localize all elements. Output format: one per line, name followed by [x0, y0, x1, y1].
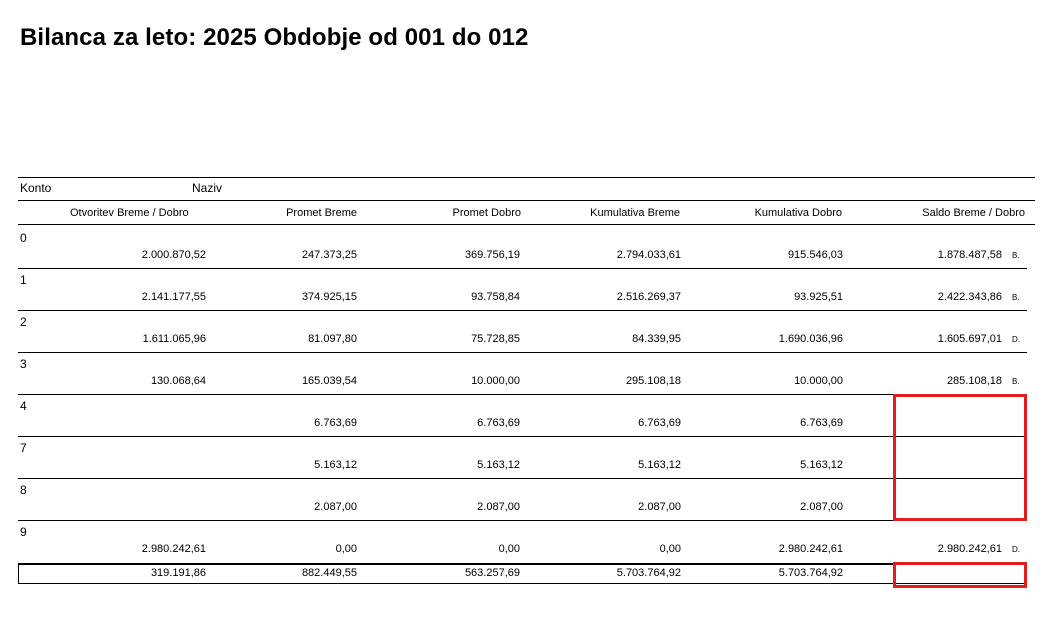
row-divider [18, 394, 1027, 395]
cell-kumulativa-breme: 2.516.269,37 [616, 291, 681, 303]
total-otvoritev: 319.191,86 [150, 567, 206, 579]
cell-kumulativa-breme: 0,00 [659, 543, 681, 555]
page-title: Bilanca za leto: 2025 Obdobje od 001 do 012 [20, 24, 529, 51]
row-divider [18, 520, 1027, 521]
col-header-otvoritev: Otvoritev Breme / Dobro [70, 207, 189, 219]
cell-saldo-flag: B. [1012, 251, 1020, 260]
cell-saldo: 1.878.487,58 [937, 249, 1002, 261]
total-kumulativa-breme: 5.703.764,92 [616, 567, 681, 579]
cell-konto: 0 [20, 231, 27, 245]
header-mid-rule [18, 200, 1035, 201]
cell-konto: 8 [20, 483, 27, 497]
col-header-naziv: Naziv [192, 181, 223, 195]
highlight-box-empty-total-saldo [893, 562, 1027, 588]
row-divider [18, 268, 1027, 269]
cell-otvoritev: 130.068,64 [150, 375, 206, 387]
col-header-promet-breme: Promet Breme [286, 207, 357, 219]
cell-kumulativa-breme: 2.794.033,61 [616, 249, 681, 261]
cell-kumulativa-dobro: 5.163,12 [800, 459, 843, 471]
cell-promet-breme: 5.163,12 [314, 459, 357, 471]
cell-promet-dobro: 5.163,12 [477, 459, 520, 471]
cell-konto: 4 [20, 399, 27, 413]
cell-kumulativa-breme: 6.763,69 [638, 417, 681, 429]
cell-kumulativa-dobro: 10.000,00 [794, 375, 843, 387]
cell-saldo: 2.980.242,61 [937, 543, 1002, 555]
col-header-kumulativa-dobro: Kumulativa Dobro [754, 207, 842, 219]
cell-saldo-flag: B. [1012, 377, 1020, 386]
cell-promet-breme: 165.039,54 [301, 375, 357, 387]
col-header-promet-dobro: Promet Dobro [452, 207, 521, 219]
cell-otvoritev: 2.980.242,61 [141, 543, 206, 555]
row-divider [18, 310, 1027, 311]
cell-otvoritev: 2.000.870,52 [141, 249, 206, 261]
cell-otvoritev: 2.141.177,55 [141, 291, 206, 303]
cell-konto: 3 [20, 357, 27, 371]
total-promet-breme: 882.449,55 [301, 567, 357, 579]
cell-promet-dobro: 75.728,85 [471, 333, 520, 345]
cell-kumulativa-dobro: 2.980.242,61 [778, 543, 843, 555]
row-divider [18, 436, 1027, 437]
cell-promet-breme: 81.097,80 [308, 333, 357, 345]
row-divider [18, 478, 1027, 479]
cell-promet-breme: 247.373,25 [301, 249, 357, 261]
cell-kumulativa-dobro: 915.546,03 [787, 249, 843, 261]
row-divider [18, 352, 1027, 353]
cell-konto: 7 [20, 441, 27, 455]
cell-promet-dobro: 0,00 [498, 543, 520, 555]
cell-promet-dobro: 369.756,19 [464, 249, 520, 261]
cell-promet-breme: 374.925,15 [301, 291, 357, 303]
cell-promet-breme: 6.763,69 [314, 417, 357, 429]
cell-kumulativa-dobro: 6.763,69 [800, 417, 843, 429]
cell-promet-dobro: 6.763,69 [477, 417, 520, 429]
col-header-saldo: Saldo Breme / Dobro [922, 207, 1025, 219]
cell-promet-dobro: 2.087,00 [477, 501, 520, 513]
col-header-kumulativa-breme: Kumulativa Breme [590, 207, 680, 219]
header-top-rule [18, 177, 1035, 178]
cell-saldo-flag: B. [1012, 293, 1020, 302]
total-promet-dobro: 563.257,69 [464, 567, 520, 579]
cell-konto: 1 [20, 273, 27, 287]
cell-konto: 9 [20, 525, 27, 539]
cell-kumulativa-breme: 295.108,18 [625, 375, 681, 387]
cell-saldo-flag: D. [1012, 545, 1020, 554]
highlight-box-empty-saldo [893, 394, 1027, 521]
cell-saldo: 2.422.343,86 [937, 291, 1002, 303]
header-bottom-rule [18, 224, 1035, 225]
cell-saldo: 1.605.697,01 [937, 333, 1002, 345]
cell-otvoritev: 1.611.065,96 [142, 333, 206, 345]
cell-saldo-flag: D. [1012, 335, 1020, 344]
cell-kumulativa-breme: 84.339,95 [632, 333, 681, 345]
cell-promet-dobro: 93.758,84 [471, 291, 520, 303]
cell-kumulativa-breme: 5.163,12 [638, 459, 681, 471]
cell-promet-dobro: 10.000,00 [471, 375, 520, 387]
total-kumulativa-dobro: 5.703.764,92 [778, 567, 843, 579]
cell-saldo: 285.108,18 [946, 375, 1002, 387]
col-header-konto: Konto [20, 181, 52, 195]
cell-kumulativa-dobro: 2.087,00 [800, 501, 843, 513]
cell-kumulativa-dobro: 93.925,51 [794, 291, 843, 303]
cell-konto: 2 [20, 315, 27, 329]
cell-kumulativa-breme: 2.087,00 [638, 501, 681, 513]
cell-promet-breme: 2.087,00 [314, 501, 357, 513]
cell-kumulativa-dobro: 1.690.036,96 [778, 333, 843, 345]
cell-promet-breme: 0,00 [335, 543, 357, 555]
